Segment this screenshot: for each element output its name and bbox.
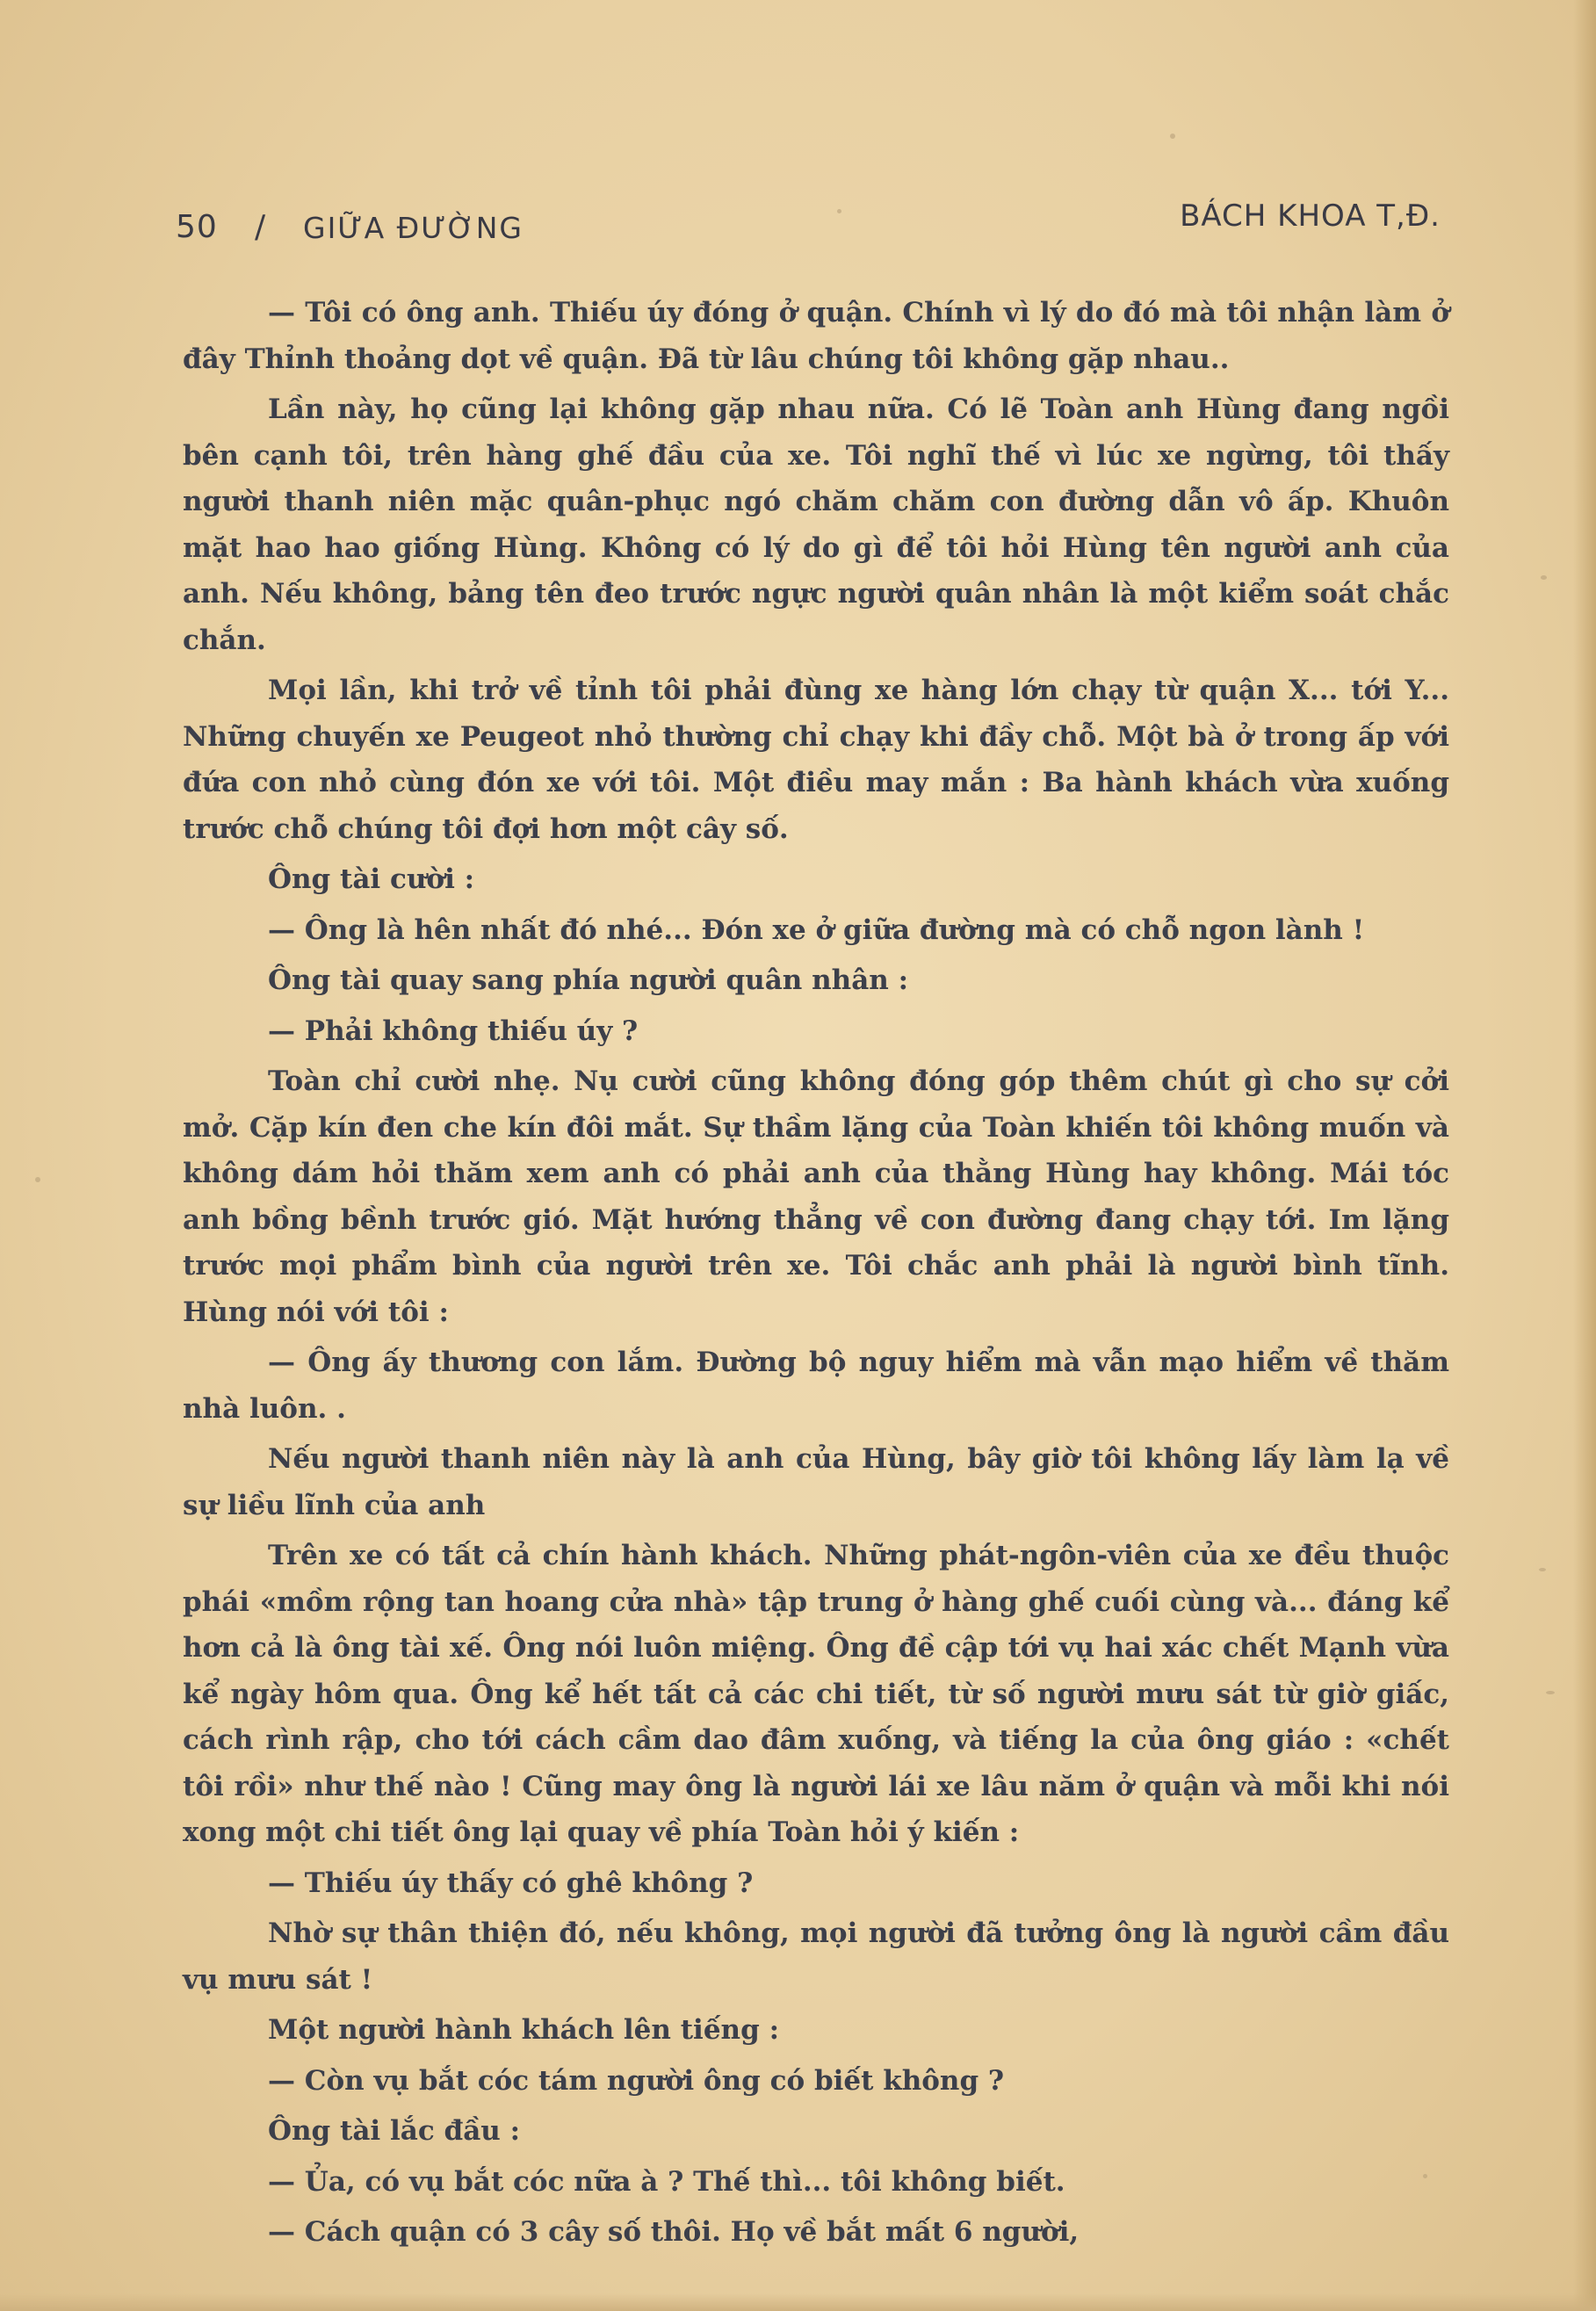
chapter-title: GIỮA ĐƯỜNG <box>303 211 524 245</box>
paragraph: Ông tài quay sang phía người quân nhân : <box>268 964 909 996</box>
paragraph: Một người hành khách lên tiếng : <box>268 2014 780 2046</box>
paragraph: — Cách quận có 3 cây số thôi. Họ về bắt mất 6 người, <box>268 2216 1080 2248</box>
page-edge-right <box>1573 0 1596 2311</box>
paragraph: Ông tài lắc đầu : <box>268 2115 521 2147</box>
paragraph: — Còn vụ bắt cóc tám người ông có biết không ? <box>268 2064 1005 2097</box>
paragraph: Ông tài cười : <box>268 863 475 895</box>
paper-speck <box>35 1177 40 1182</box>
journal-title: BÁCH KHOA T,Đ. <box>1180 199 1441 234</box>
paragraph: Trên xe có tất cả chín hành khách. Những phát-ngôn-viên của xe đều thuộc phái «mồm rộng tan hoang cửa nhà» tập trung ở hàng ghế cuối cùng và... đáng kể hơn cả là ông tài xế. Ông nói luôn miệng. Ông đề cập tới vụ hai xác chết Mạnh vừa kể ngày hôm qua. Ông kể hết tất cả các chi tiết, từ số người mưu sát từ giờ giấc, cách rình rập, cho tới cách cầm dao đâm xuống, và tiếng la của ông giáo : «chết tôi rồi» như thế nào ! Cũng may ông là người lái xe lâu năm ở quận và mỗi khi nói xong một chi tiết ông lại quay về phía Toàn hỏi ý kiến : <box>183 1540 1449 1848</box>
paragraph: Toàn chỉ cười nhẹ. Nụ cười cũng không đóng góp thêm chút gì cho sự cởi mở. Cặp kín đen che kín đôi mắt. Sự thầm lặng của Toàn khiến tôi không muốn và không dám hỏi thăm xem anh có phải anh của thằng Hùng hay không. Mái tóc anh bồng bềnh trước gió. Mặt hướng thẳng về con đường đang chạy tới. Im lặng trước mọi phẩm bình của người trên xe. Tôi chắc anh phải là người bình tĩnh. Hùng nói với tôi : <box>183 1065 1449 1328</box>
paragraph: Lần này, họ cũng lại không gặp nhau nữa. Có lẽ Toàn anh Hùng đang ngồi bên cạnh tôi, trên hàng ghế đầu của xe. Tôi nghĩ thế vì lúc xe ngừng, tôi thấy người thanh niên mặc quân-phục ngó chăm chăm con đường dẫn vô ấp. Khuôn mặt hao hao giống Hùng. Không có lý do gì để tôi hỏi Hùng tên người anh của anh. Nếu không, bảng tên đeo trước ngực người quân nhân là một kiểm soát chắc chắn. <box>183 394 1449 656</box>
paper-speck <box>1546 1691 1555 1694</box>
paragraph: — Thiếu úy thấy có ghê không ? <box>268 1867 754 1899</box>
paragraph: Nếu người thanh niên này là anh của Hùng, bây giờ tôi không lấy làm lạ về sự liều lĩnh của anh <box>183 1443 1449 1521</box>
paper-speck <box>1539 1568 1546 1571</box>
paper-speck <box>837 209 841 213</box>
paragraph: — Ủa, có vụ bắt cóc nữa à ? Thế thì... tôi không biết. <box>268 2165 1065 2198</box>
paragraph: — Tôi có ông anh. Thiếu úy đóng ở quận. Chính vì lý do đó mà tôi nhận làm ở đây Thỉnh thoảng dọt về quận. Đã từ lâu chúng tôi không gặp nhau.. <box>183 297 1449 375</box>
paper-speck <box>1541 575 1547 580</box>
page-edge-bottom <box>0 2293 1596 2311</box>
paper-speck <box>1170 134 1175 139</box>
paragraph: — Ông ấy thương con lắm. Đường bộ nguy hiểm mà vẫn mạo hiểm về thăm nhà luôn. . <box>183 1347 1449 1425</box>
body-text <box>183 290 1449 2260</box>
paragraph: Nhờ sự thân thiện đó, nếu không, mọi người đã tưởng ông là người cầm đầu vụ mưu sát ! <box>183 1917 1449 1996</box>
page-header <box>176 199 1441 262</box>
paragraph: Mọi lần, khi trở về tỉnh tôi phải đùng xe hàng lớn chạy từ quận X... tới Y... Những chuyến xe Peugeot nhỏ thường chỉ chạy khi đầy chỗ. Một bà ở trong ấp với đứa con nhỏ cùng đón xe với tôi. Một điều may mắn : Ba hành khách vừa xuống trước chỗ chúng tôi đợi hơn một cây số. <box>183 675 1449 845</box>
page-number: 50 <box>176 209 218 245</box>
header-separator: / <box>255 209 267 245</box>
paper-speck <box>1423 2174 1427 2178</box>
paragraph: — Ông là hên nhất đó nhé... Đón xe ở giữa đường mà có chỗ ngon lành ! <box>268 914 1365 946</box>
paragraph: — Phải không thiếu úy ? <box>268 1015 639 1047</box>
